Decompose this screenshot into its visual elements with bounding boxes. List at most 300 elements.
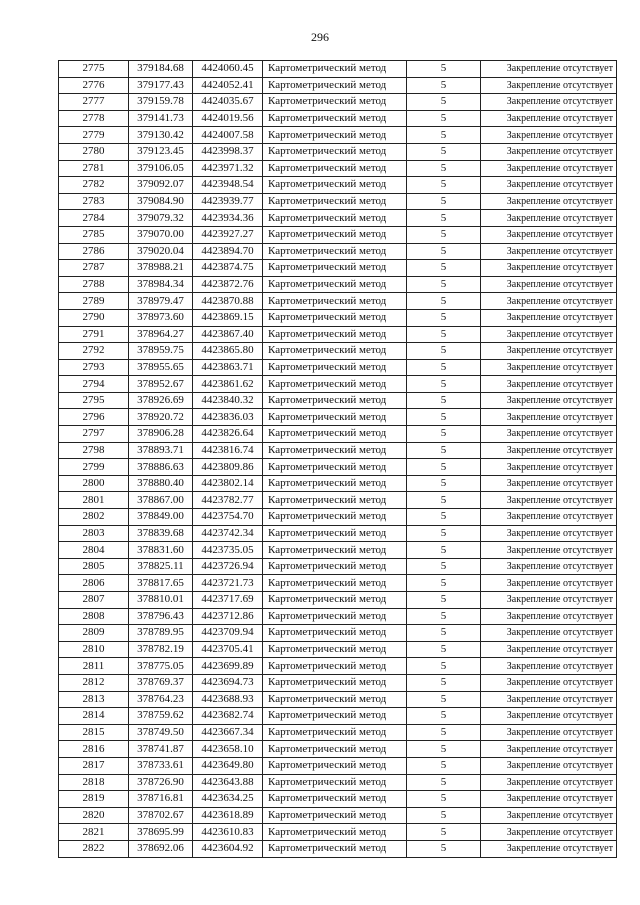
point-number-cell: 2816	[59, 741, 129, 758]
y-coordinate-cell: 4423604.92	[193, 840, 263, 857]
fixation-cell: Закрепление отсутствует	[481, 691, 617, 708]
table-row	[59, 77, 617, 94]
method-cell: Картометрический метод	[263, 77, 407, 94]
fixation-cell: Закрепление отсутствует	[481, 525, 617, 542]
x-coordinate-cell: 378759.62	[129, 708, 193, 725]
x-coordinate-cell: 378741.87	[129, 741, 193, 758]
fixation-cell: Закрепление отсутствует	[481, 741, 617, 758]
method-cell: Картометрический метод	[263, 791, 407, 808]
table-row	[59, 94, 617, 111]
point-number-cell: 2806	[59, 575, 129, 592]
fixation-cell: Закрепление отсутствует	[481, 575, 617, 592]
point-number-cell: 2799	[59, 459, 129, 476]
fixation-cell: Закрепление отсутствует	[481, 492, 617, 509]
table-row	[59, 127, 617, 144]
accuracy-cell: 5	[407, 193, 481, 210]
table-row	[59, 459, 617, 476]
method-cell: Картометрический метод	[263, 94, 407, 111]
table-row	[59, 724, 617, 741]
x-coordinate-cell: 378782.19	[129, 641, 193, 658]
y-coordinate-cell: 4423867.40	[193, 326, 263, 343]
method-cell: Картометрический метод	[263, 110, 407, 127]
point-number-cell: 2822	[59, 840, 129, 857]
method-cell: Картометрический метод	[263, 459, 407, 476]
y-coordinate-cell: 4423934.36	[193, 210, 263, 227]
x-coordinate-cell: 378726.90	[129, 774, 193, 791]
y-coordinate-cell: 4423694.73	[193, 674, 263, 691]
x-coordinate-cell: 378973.60	[129, 309, 193, 326]
y-coordinate-cell: 4423874.75	[193, 260, 263, 277]
y-coordinate-cell: 4423816.74	[193, 442, 263, 459]
accuracy-cell: 5	[407, 691, 481, 708]
y-coordinate-cell: 4423658.10	[193, 741, 263, 758]
table-row	[59, 558, 617, 575]
x-coordinate-cell: 378831.60	[129, 542, 193, 559]
y-coordinate-cell: 4423649.80	[193, 757, 263, 774]
point-number-cell: 2804	[59, 542, 129, 559]
x-coordinate-cell: 378789.95	[129, 625, 193, 642]
y-coordinate-cell: 4423861.62	[193, 376, 263, 393]
fixation-cell: Закрепление отсутствует	[481, 409, 617, 426]
point-number-cell: 2811	[59, 658, 129, 675]
method-cell: Картометрический метод	[263, 641, 407, 658]
fixation-cell: Закрепление отсутствует	[481, 658, 617, 675]
fixation-cell: Закрепление отсутствует	[481, 426, 617, 443]
method-cell: Картометрический метод	[263, 243, 407, 260]
accuracy-cell: 5	[407, 708, 481, 725]
method-cell: Картометрический метод	[263, 260, 407, 277]
table-row	[59, 475, 617, 492]
y-coordinate-cell: 4423939.77	[193, 193, 263, 210]
fixation-cell: Закрепление отсутствует	[481, 210, 617, 227]
point-number-cell: 2802	[59, 509, 129, 526]
x-coordinate-cell: 378893.71	[129, 442, 193, 459]
method-cell: Картометрический метод	[263, 442, 407, 459]
y-coordinate-cell: 4423610.83	[193, 824, 263, 841]
table-row	[59, 608, 617, 625]
x-coordinate-cell: 378952.67	[129, 376, 193, 393]
point-number-cell: 2809	[59, 625, 129, 642]
table-row	[59, 376, 617, 393]
fixation-cell: Закрепление отсутствует	[481, 641, 617, 658]
method-cell: Картометрический метод	[263, 741, 407, 758]
fixation-cell: Закрепление отсутствует	[481, 774, 617, 791]
method-cell: Картометрический метод	[263, 293, 407, 310]
table-row	[59, 326, 617, 343]
x-coordinate-cell: 379123.45	[129, 143, 193, 160]
accuracy-cell: 5	[407, 309, 481, 326]
table-row	[59, 691, 617, 708]
fixation-cell: Закрепление отсутствует	[481, 77, 617, 94]
method-cell: Картометрический метод	[263, 392, 407, 409]
method-cell: Картометрический метод	[263, 608, 407, 625]
fixation-cell: Закрепление отсутствует	[481, 459, 617, 476]
table-row	[59, 824, 617, 841]
y-coordinate-cell: 4424035.67	[193, 94, 263, 111]
accuracy-cell: 5	[407, 757, 481, 774]
y-coordinate-cell: 4423865.80	[193, 343, 263, 360]
y-coordinate-cell: 4424052.41	[193, 77, 263, 94]
accuracy-cell: 5	[407, 293, 481, 310]
point-number-cell: 2782	[59, 177, 129, 194]
point-number-cell: 2794	[59, 376, 129, 393]
accuracy-cell: 5	[407, 177, 481, 194]
y-coordinate-cell: 4423709.94	[193, 625, 263, 642]
point-number-cell: 2818	[59, 774, 129, 791]
method-cell: Картометрический метод	[263, 193, 407, 210]
accuracy-cell: 5	[407, 442, 481, 459]
y-coordinate-cell: 4423840.32	[193, 392, 263, 409]
accuracy-cell: 5	[407, 243, 481, 260]
x-coordinate-cell: 378984.34	[129, 276, 193, 293]
accuracy-cell: 5	[407, 625, 481, 642]
accuracy-cell: 5	[407, 791, 481, 808]
x-coordinate-cell: 378955.65	[129, 359, 193, 376]
y-coordinate-cell: 4423735.05	[193, 542, 263, 559]
table-row	[59, 177, 617, 194]
y-coordinate-cell: 4423721.73	[193, 575, 263, 592]
accuracy-cell: 5	[407, 459, 481, 476]
x-coordinate-cell: 379020.04	[129, 243, 193, 260]
accuracy-cell: 5	[407, 127, 481, 144]
y-coordinate-cell: 4423872.76	[193, 276, 263, 293]
table-row	[59, 741, 617, 758]
y-coordinate-cell: 4423782.77	[193, 492, 263, 509]
table-row	[59, 509, 617, 526]
fixation-cell: Закрепление отсутствует	[481, 475, 617, 492]
fixation-cell: Закрепление отсутствует	[481, 110, 617, 127]
y-coordinate-cell: 4423754.70	[193, 509, 263, 526]
x-coordinate-cell: 378867.00	[129, 492, 193, 509]
fixation-cell: Закрепление отсутствует	[481, 558, 617, 575]
fixation-cell: Закрепление отсутствует	[481, 708, 617, 725]
point-number-cell: 2790	[59, 309, 129, 326]
accuracy-cell: 5	[407, 392, 481, 409]
coordinates-table	[58, 60, 617, 858]
y-coordinate-cell: 4423618.89	[193, 807, 263, 824]
accuracy-cell: 5	[407, 376, 481, 393]
fixation-cell: Закрепление отсутствует	[481, 442, 617, 459]
method-cell: Картометрический метод	[263, 210, 407, 227]
fixation-cell: Закрепление отсутствует	[481, 542, 617, 559]
method-cell: Картометрический метод	[263, 558, 407, 575]
table-row	[59, 426, 617, 443]
y-coordinate-cell: 4423998.37	[193, 143, 263, 160]
fixation-cell: Закрепление отсутствует	[481, 724, 617, 741]
table-row	[59, 575, 617, 592]
fixation-cell: Закрепление отсутствует	[481, 326, 617, 343]
y-coordinate-cell: 4424007.58	[193, 127, 263, 144]
y-coordinate-cell: 4423726.94	[193, 558, 263, 575]
x-coordinate-cell: 378979.47	[129, 293, 193, 310]
x-coordinate-cell: 378964.27	[129, 326, 193, 343]
point-number-cell: 2808	[59, 608, 129, 625]
accuracy-cell: 5	[407, 160, 481, 177]
fixation-cell: Закрепление отсутствует	[481, 177, 617, 194]
fixation-cell: Закрепление отсутствует	[481, 193, 617, 210]
y-coordinate-cell: 4423688.93	[193, 691, 263, 708]
method-cell: Картометрический метод	[263, 127, 407, 144]
accuracy-cell: 5	[407, 260, 481, 277]
method-cell: Картометрический метод	[263, 343, 407, 360]
y-coordinate-cell: 4423634.25	[193, 791, 263, 808]
accuracy-cell: 5	[407, 492, 481, 509]
method-cell: Картометрический метод	[263, 409, 407, 426]
point-number-cell: 2796	[59, 409, 129, 426]
point-number-cell: 2781	[59, 160, 129, 177]
x-coordinate-cell: 378810.01	[129, 592, 193, 609]
method-cell: Картометрический метод	[263, 426, 407, 443]
accuracy-cell: 5	[407, 426, 481, 443]
y-coordinate-cell: 4423863.71	[193, 359, 263, 376]
y-coordinate-cell: 4423742.34	[193, 525, 263, 542]
table-row	[59, 110, 617, 127]
method-cell: Картометрический метод	[263, 575, 407, 592]
method-cell: Картометрический метод	[263, 143, 407, 160]
method-cell: Картометрический метод	[263, 326, 407, 343]
method-cell: Картометрический метод	[263, 542, 407, 559]
y-coordinate-cell: 4423870.88	[193, 293, 263, 310]
accuracy-cell: 5	[407, 575, 481, 592]
fixation-cell: Закрепление отсутствует	[481, 509, 617, 526]
x-coordinate-cell: 378825.11	[129, 558, 193, 575]
table-row	[59, 840, 617, 857]
fixation-cell: Закрепление отсутствует	[481, 674, 617, 691]
x-coordinate-cell: 379079.32	[129, 210, 193, 227]
x-coordinate-cell: 379070.00	[129, 226, 193, 243]
method-cell: Картометрический метод	[263, 592, 407, 609]
point-number-cell: 2815	[59, 724, 129, 741]
method-cell: Картометрический метод	[263, 724, 407, 741]
point-number-cell: 2807	[59, 592, 129, 609]
x-coordinate-cell: 379106.05	[129, 160, 193, 177]
method-cell: Картометрический метод	[263, 625, 407, 642]
y-coordinate-cell: 4423927.27	[193, 226, 263, 243]
method-cell: Картометрический метод	[263, 160, 407, 177]
accuracy-cell: 5	[407, 475, 481, 492]
point-number-cell: 2786	[59, 243, 129, 260]
fixation-cell: Закрепление отсутствует	[481, 791, 617, 808]
point-number-cell: 2797	[59, 426, 129, 443]
fixation-cell: Закрепление отсутствует	[481, 127, 617, 144]
table-row	[59, 592, 617, 609]
accuracy-cell: 5	[407, 110, 481, 127]
point-number-cell: 2791	[59, 326, 129, 343]
fixation-cell: Закрепление отсутствует	[481, 94, 617, 111]
table-row	[59, 492, 617, 509]
table-row	[59, 343, 617, 360]
fixation-cell: Закрепление отсутствует	[481, 625, 617, 642]
table-row	[59, 309, 617, 326]
method-cell: Картометрический метод	[263, 807, 407, 824]
fixation-cell: Закрепление отсутствует	[481, 276, 617, 293]
x-coordinate-cell: 378796.43	[129, 608, 193, 625]
accuracy-cell: 5	[407, 558, 481, 575]
point-number-cell: 2800	[59, 475, 129, 492]
x-coordinate-cell: 378839.68	[129, 525, 193, 542]
x-coordinate-cell: 379092.07	[129, 177, 193, 194]
fixation-cell: Закрепление отсутствует	[481, 824, 617, 841]
accuracy-cell: 5	[407, 608, 481, 625]
accuracy-cell: 5	[407, 276, 481, 293]
table-row	[59, 210, 617, 227]
accuracy-cell: 5	[407, 824, 481, 841]
fixation-cell: Закрепление отсутствует	[481, 160, 617, 177]
y-coordinate-cell: 4423826.64	[193, 426, 263, 443]
y-coordinate-cell: 4423712.86	[193, 608, 263, 625]
x-coordinate-cell: 378988.21	[129, 260, 193, 277]
method-cell: Картометрический метод	[263, 61, 407, 78]
point-number-cell: 2793	[59, 359, 129, 376]
method-cell: Картометрический метод	[263, 276, 407, 293]
point-number-cell: 2779	[59, 127, 129, 144]
method-cell: Картометрический метод	[263, 757, 407, 774]
method-cell: Картометрический метод	[263, 492, 407, 509]
y-coordinate-cell: 4423682.74	[193, 708, 263, 725]
table-row	[59, 243, 617, 260]
accuracy-cell: 5	[407, 741, 481, 758]
table-row	[59, 276, 617, 293]
method-cell: Картометрический метод	[263, 359, 407, 376]
accuracy-cell: 5	[407, 326, 481, 343]
table-row	[59, 807, 617, 824]
x-coordinate-cell: 378849.00	[129, 509, 193, 526]
page-number: 296	[311, 30, 329, 44]
x-coordinate-cell: 378769.37	[129, 674, 193, 691]
x-coordinate-cell: 379084.90	[129, 193, 193, 210]
point-number-cell: 2778	[59, 110, 129, 127]
table-row	[59, 625, 617, 642]
y-coordinate-cell: 4423699.89	[193, 658, 263, 675]
point-number-cell: 2783	[59, 193, 129, 210]
table-row	[59, 160, 617, 177]
table-row	[59, 293, 617, 310]
method-cell: Картометрический метод	[263, 309, 407, 326]
point-number-cell: 2775	[59, 61, 129, 78]
fixation-cell: Закрепление отсутствует	[481, 376, 617, 393]
accuracy-cell: 5	[407, 409, 481, 426]
table-row	[59, 542, 617, 559]
fixation-cell: Закрепление отсутствует	[481, 592, 617, 609]
fixation-cell: Закрепление отсутствует	[481, 61, 617, 78]
fixation-cell: Закрепление отсутствует	[481, 840, 617, 857]
method-cell: Картометрический метод	[263, 177, 407, 194]
y-coordinate-cell: 4423667.34	[193, 724, 263, 741]
point-number-cell: 2780	[59, 143, 129, 160]
fixation-cell: Закрепление отсутствует	[481, 757, 617, 774]
table-row	[59, 791, 617, 808]
accuracy-cell: 5	[407, 774, 481, 791]
coordinates-table-body	[59, 61, 617, 858]
table-row	[59, 409, 617, 426]
x-coordinate-cell: 379130.42	[129, 127, 193, 144]
x-coordinate-cell: 378886.63	[129, 459, 193, 476]
table-row	[59, 260, 617, 277]
method-cell: Картометрический метод	[263, 708, 407, 725]
x-coordinate-cell: 378702.67	[129, 807, 193, 824]
x-coordinate-cell: 378733.61	[129, 757, 193, 774]
x-coordinate-cell: 378906.28	[129, 426, 193, 443]
table-row	[59, 226, 617, 243]
method-cell: Картометрический метод	[263, 774, 407, 791]
accuracy-cell: 5	[407, 840, 481, 857]
method-cell: Картометрический метод	[263, 376, 407, 393]
y-coordinate-cell: 4423948.54	[193, 177, 263, 194]
accuracy-cell: 5	[407, 143, 481, 160]
table-row	[59, 193, 617, 210]
point-number-cell: 2821	[59, 824, 129, 841]
fixation-cell: Закрепление отсутствует	[481, 293, 617, 310]
accuracy-cell: 5	[407, 94, 481, 111]
point-number-cell: 2798	[59, 442, 129, 459]
accuracy-cell: 5	[407, 77, 481, 94]
y-coordinate-cell: 4423809.86	[193, 459, 263, 476]
y-coordinate-cell: 4423717.69	[193, 592, 263, 609]
accuracy-cell: 5	[407, 724, 481, 741]
x-coordinate-cell: 378817.65	[129, 575, 193, 592]
table-row	[59, 359, 617, 376]
accuracy-cell: 5	[407, 359, 481, 376]
accuracy-cell: 5	[407, 807, 481, 824]
accuracy-cell: 5	[407, 658, 481, 675]
fixation-cell: Закрепление отсутствует	[481, 343, 617, 360]
table-row	[59, 674, 617, 691]
x-coordinate-cell: 379159.78	[129, 94, 193, 111]
x-coordinate-cell: 378764.23	[129, 691, 193, 708]
point-number-cell: 2820	[59, 807, 129, 824]
accuracy-cell: 5	[407, 674, 481, 691]
table-row	[59, 143, 617, 160]
x-coordinate-cell: 378926.69	[129, 392, 193, 409]
fixation-cell: Закрепление отсутствует	[481, 359, 617, 376]
point-number-cell: 2784	[59, 210, 129, 227]
method-cell: Картометрический метод	[263, 226, 407, 243]
point-number-cell: 2792	[59, 343, 129, 360]
point-number-cell: 2785	[59, 226, 129, 243]
method-cell: Картометрический метод	[263, 658, 407, 675]
point-number-cell: 2819	[59, 791, 129, 808]
method-cell: Картометрический метод	[263, 475, 407, 492]
y-coordinate-cell: 4423802.14	[193, 475, 263, 492]
y-coordinate-cell: 4424060.45	[193, 61, 263, 78]
y-coordinate-cell: 4424019.56	[193, 110, 263, 127]
point-number-cell: 2817	[59, 757, 129, 774]
fixation-cell: Закрепление отсутствует	[481, 309, 617, 326]
x-coordinate-cell: 379184.68	[129, 61, 193, 78]
accuracy-cell: 5	[407, 525, 481, 542]
method-cell: Картометрический метод	[263, 509, 407, 526]
x-coordinate-cell: 379141.73	[129, 110, 193, 127]
accuracy-cell: 5	[407, 226, 481, 243]
fixation-cell: Закрепление отсутствует	[481, 807, 617, 824]
point-number-cell: 2776	[59, 77, 129, 94]
point-number-cell: 2812	[59, 674, 129, 691]
method-cell: Картометрический метод	[263, 840, 407, 857]
point-number-cell: 2777	[59, 94, 129, 111]
fixation-cell: Закрепление отсутствует	[481, 392, 617, 409]
accuracy-cell: 5	[407, 641, 481, 658]
point-number-cell: 2810	[59, 641, 129, 658]
x-coordinate-cell: 378775.05	[129, 658, 193, 675]
method-cell: Картометрический метод	[263, 824, 407, 841]
table-row	[59, 658, 617, 675]
point-number-cell: 2801	[59, 492, 129, 509]
method-cell: Картометрический метод	[263, 691, 407, 708]
table-row	[59, 708, 617, 725]
x-coordinate-cell: 378716.81	[129, 791, 193, 808]
accuracy-cell: 5	[407, 210, 481, 227]
accuracy-cell: 5	[407, 61, 481, 78]
